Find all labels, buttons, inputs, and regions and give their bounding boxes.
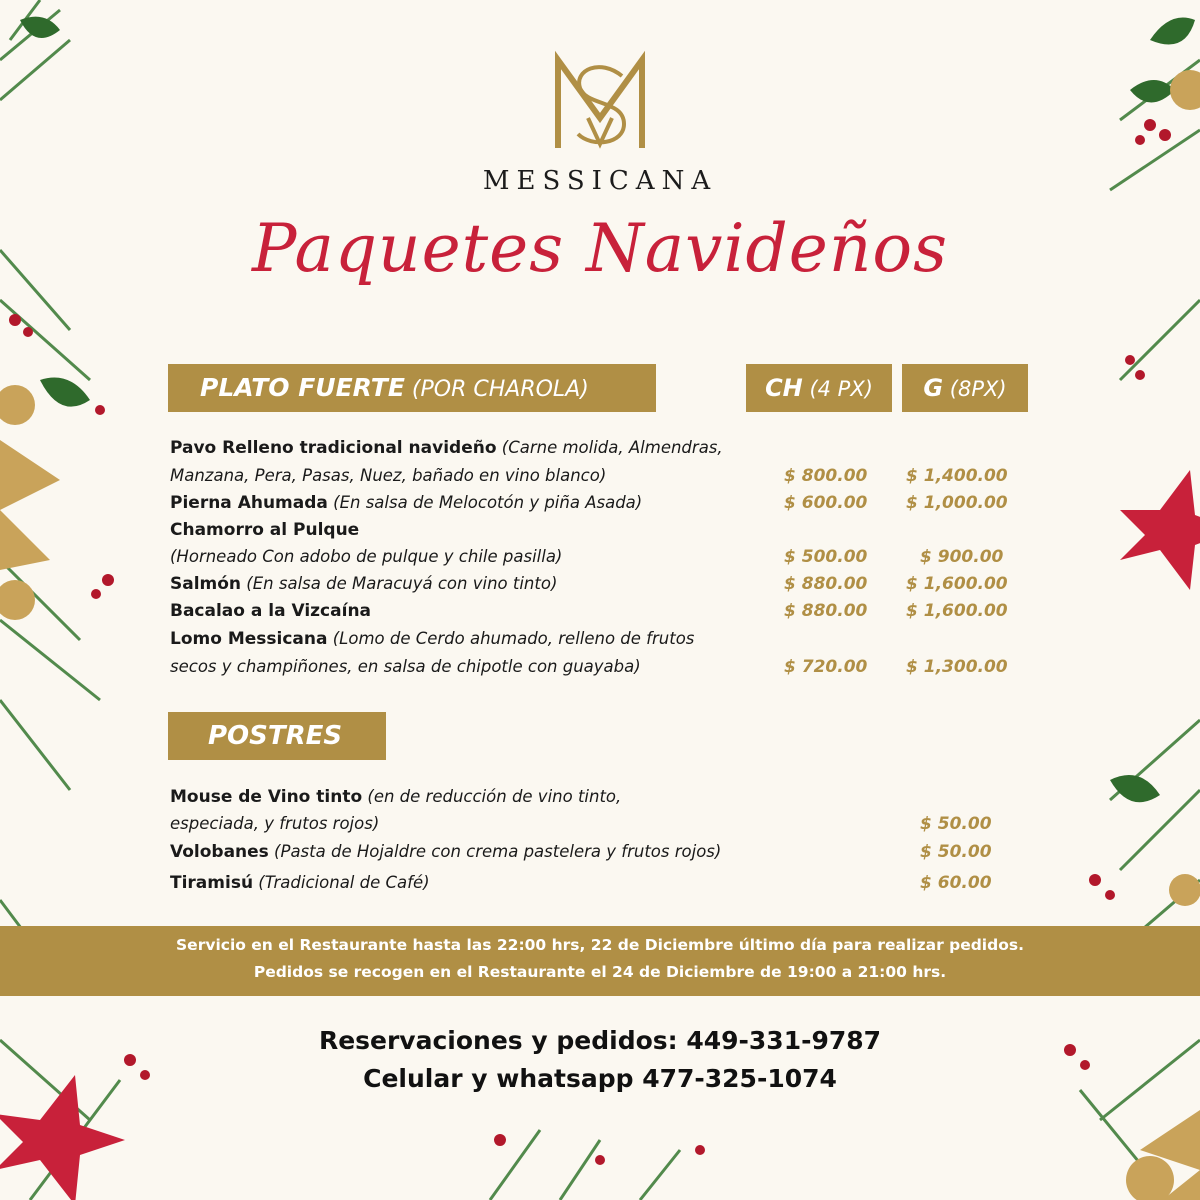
ch-heading-light: (4 PX) xyxy=(802,377,873,401)
price-g: $ 1,600.00 xyxy=(906,601,1008,621)
price-ch: $ 500.00 xyxy=(784,547,868,567)
menu-item-name xyxy=(170,437,723,459)
price-ch: $ 880.00 xyxy=(784,601,868,621)
item-name: Bacalao a la Vizcaína xyxy=(170,601,372,621)
item-name: Salmón xyxy=(170,574,242,594)
menu-item-name xyxy=(170,872,430,894)
menu-item-description xyxy=(170,813,379,835)
g-heading-bold: G xyxy=(923,374,944,402)
item-description: (En salsa de Melocotón y piña Asada) xyxy=(327,493,643,512)
price-dessert: $ 50.00 xyxy=(920,814,992,834)
item-description: (En salsa de Maracuyá con vino tinto) xyxy=(241,574,558,593)
page-title: Paquetes Navideños xyxy=(252,210,948,287)
price-ch: $ 880.00 xyxy=(784,574,868,594)
price-dessert: $ 60.00 xyxy=(920,873,992,893)
menu-item-name xyxy=(170,628,694,650)
item-description: (Carne molida, Almendras, xyxy=(496,438,723,457)
menu-item-name xyxy=(170,841,721,863)
plato-fuerte-heading-light: (POR CHAROLA) xyxy=(404,377,589,402)
price-dessert: $ 50.00 xyxy=(920,842,992,862)
g-heading-light: (8PX) xyxy=(943,377,1007,401)
item-name: Pierna Ahumada xyxy=(170,493,328,513)
menu-item-description xyxy=(170,465,606,487)
g-column-heading xyxy=(902,364,1028,412)
item-description: (Pasta de Hojaldre con crema pastelera y frutos rojos) xyxy=(268,842,722,861)
item-name: Pavo Relleno tradicional navideño xyxy=(170,438,497,458)
plato-fuerte-heading xyxy=(168,364,656,412)
item-name: Tiramisú xyxy=(170,873,254,893)
menu-item-name xyxy=(170,786,621,808)
ch-heading-bold: CH xyxy=(765,374,803,402)
price-g: $ 1,600.00 xyxy=(906,574,1008,594)
menu-item-description xyxy=(170,546,562,568)
price-g: $ 1,300.00 xyxy=(906,657,1008,677)
item-description: (Horneado Con adobo de pulque y chile pasilla) xyxy=(170,547,563,566)
item-description: (Tradicional de Café) xyxy=(253,873,430,892)
item-name: Lomo Messicana xyxy=(170,629,328,649)
price-ch: $ 720.00 xyxy=(784,657,868,677)
menu-item-name xyxy=(170,492,642,514)
plato-fuerte-heading-bold: PLATO FUERTE xyxy=(200,373,405,402)
price-g: $ 900.00 xyxy=(920,547,1004,567)
menu-item-name xyxy=(170,600,371,622)
price-g: $ 1,400.00 xyxy=(906,466,1008,486)
postres-heading: POSTRES xyxy=(168,712,386,760)
reservations-phone: Reservaciones y pedidos: 449-331-9787 xyxy=(318,1026,882,1055)
price-ch: $ 600.00 xyxy=(784,493,868,513)
item-name: Chamorro al Pulque xyxy=(170,520,360,540)
price-g: $ 1,000.00 xyxy=(906,493,1008,513)
item-name: Volobanes xyxy=(170,842,269,862)
ch-column-heading xyxy=(746,364,892,412)
item-description: (en de reducción de vino tinto, xyxy=(362,787,622,806)
item-description: (Lomo de Cerdo ahumado, relleno de frutos xyxy=(327,629,695,648)
menu-item-description xyxy=(170,656,641,678)
notice-line-2: Pedidos se recogen en el Restaurante el 24 de Diciembre de 19:00 a 21:00 hrs. xyxy=(253,963,947,981)
notice-band xyxy=(0,926,1200,996)
menu-item-name xyxy=(170,573,557,595)
item-description: Manzana, Pera, Pasas, Nuez, bañado en vino blanco) xyxy=(170,466,607,485)
menu-item-name xyxy=(170,519,359,541)
msv-monogram-icon xyxy=(540,48,660,158)
notice-line-1: Servicio en el Restaurante hasta las 22:00 hrs, 22 de Diciembre último día para realizar pedidos. xyxy=(176,936,1024,954)
whatsapp-phone: Celular y whatsapp 477-325-1074 xyxy=(363,1064,837,1093)
item-name: Mouse de Vino tinto xyxy=(170,787,363,807)
item-description: secos y champiñones, en salsa de chipotle con guayaba) xyxy=(170,657,641,676)
price-ch: $ 800.00 xyxy=(784,466,868,486)
brand-name: MESSICANA xyxy=(482,166,718,196)
item-description: especiada, y frutos rojos) xyxy=(170,814,380,833)
